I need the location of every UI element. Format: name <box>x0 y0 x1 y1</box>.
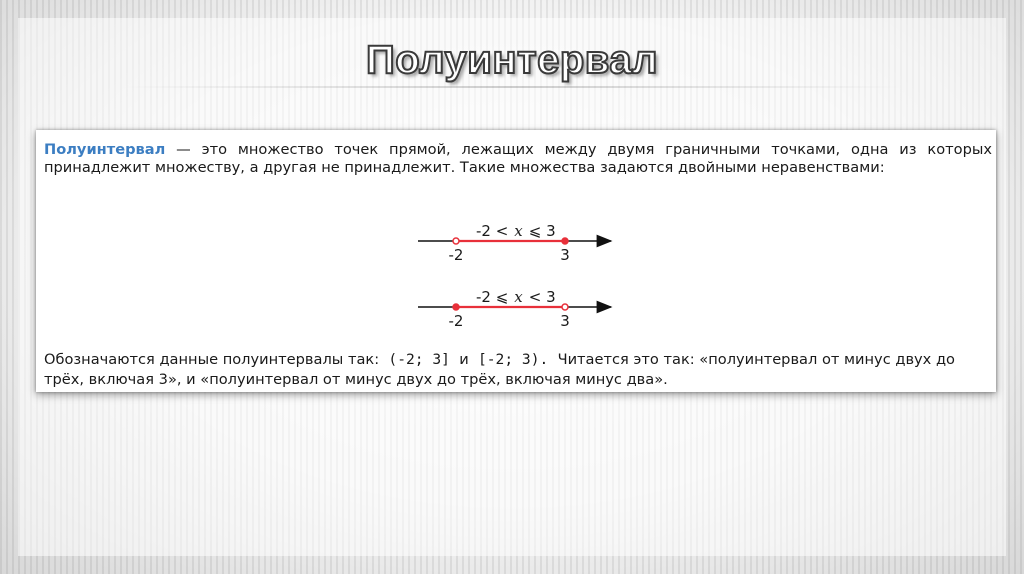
interval-notation-1: (-2; 3] <box>388 351 450 368</box>
left-label-2: -2 <box>448 312 464 330</box>
content-card <box>36 130 996 392</box>
definition-term: Полуинтервал <box>44 141 166 158</box>
interval-notation-2: [-2; 3). <box>477 351 549 368</box>
inequality-1: -2 < x ⩽ 3 <box>476 222 556 240</box>
slide-title: Полуинтервал <box>365 38 659 82</box>
definition-text: — это множество точек прямой, лежащих между двумя граничными точками, одна из которых принадлежит множеству, а другая не принадлежит. Такие множества задаются двойными неравенствами: <box>44 141 992 176</box>
title-divider <box>122 86 902 88</box>
open-point-left-1 <box>453 238 459 244</box>
closed-point-left-2 <box>453 304 459 310</box>
notation-reading: Читается это так: «полуинтервал от минус двух до трёх, включая 3», и «полуинтервал от минус двух до трёх, включая минус два». <box>44 351 955 388</box>
right-label-1: 3 <box>560 246 570 264</box>
left-label-1: -2 <box>448 246 464 264</box>
number-line-1 <box>418 222 611 264</box>
closed-point-right-1 <box>562 238 568 244</box>
notation-connector: и <box>459 351 469 368</box>
inequality-2: -2 ⩽ x < 3 <box>476 288 556 306</box>
notation-intro: Обозначаются данные полуинтервалы так: <box>44 351 380 368</box>
number-line-2 <box>418 288 611 330</box>
open-point-right-2 <box>562 304 568 310</box>
notation-paragraph <box>44 350 992 390</box>
right-label-2: 3 <box>560 312 570 330</box>
